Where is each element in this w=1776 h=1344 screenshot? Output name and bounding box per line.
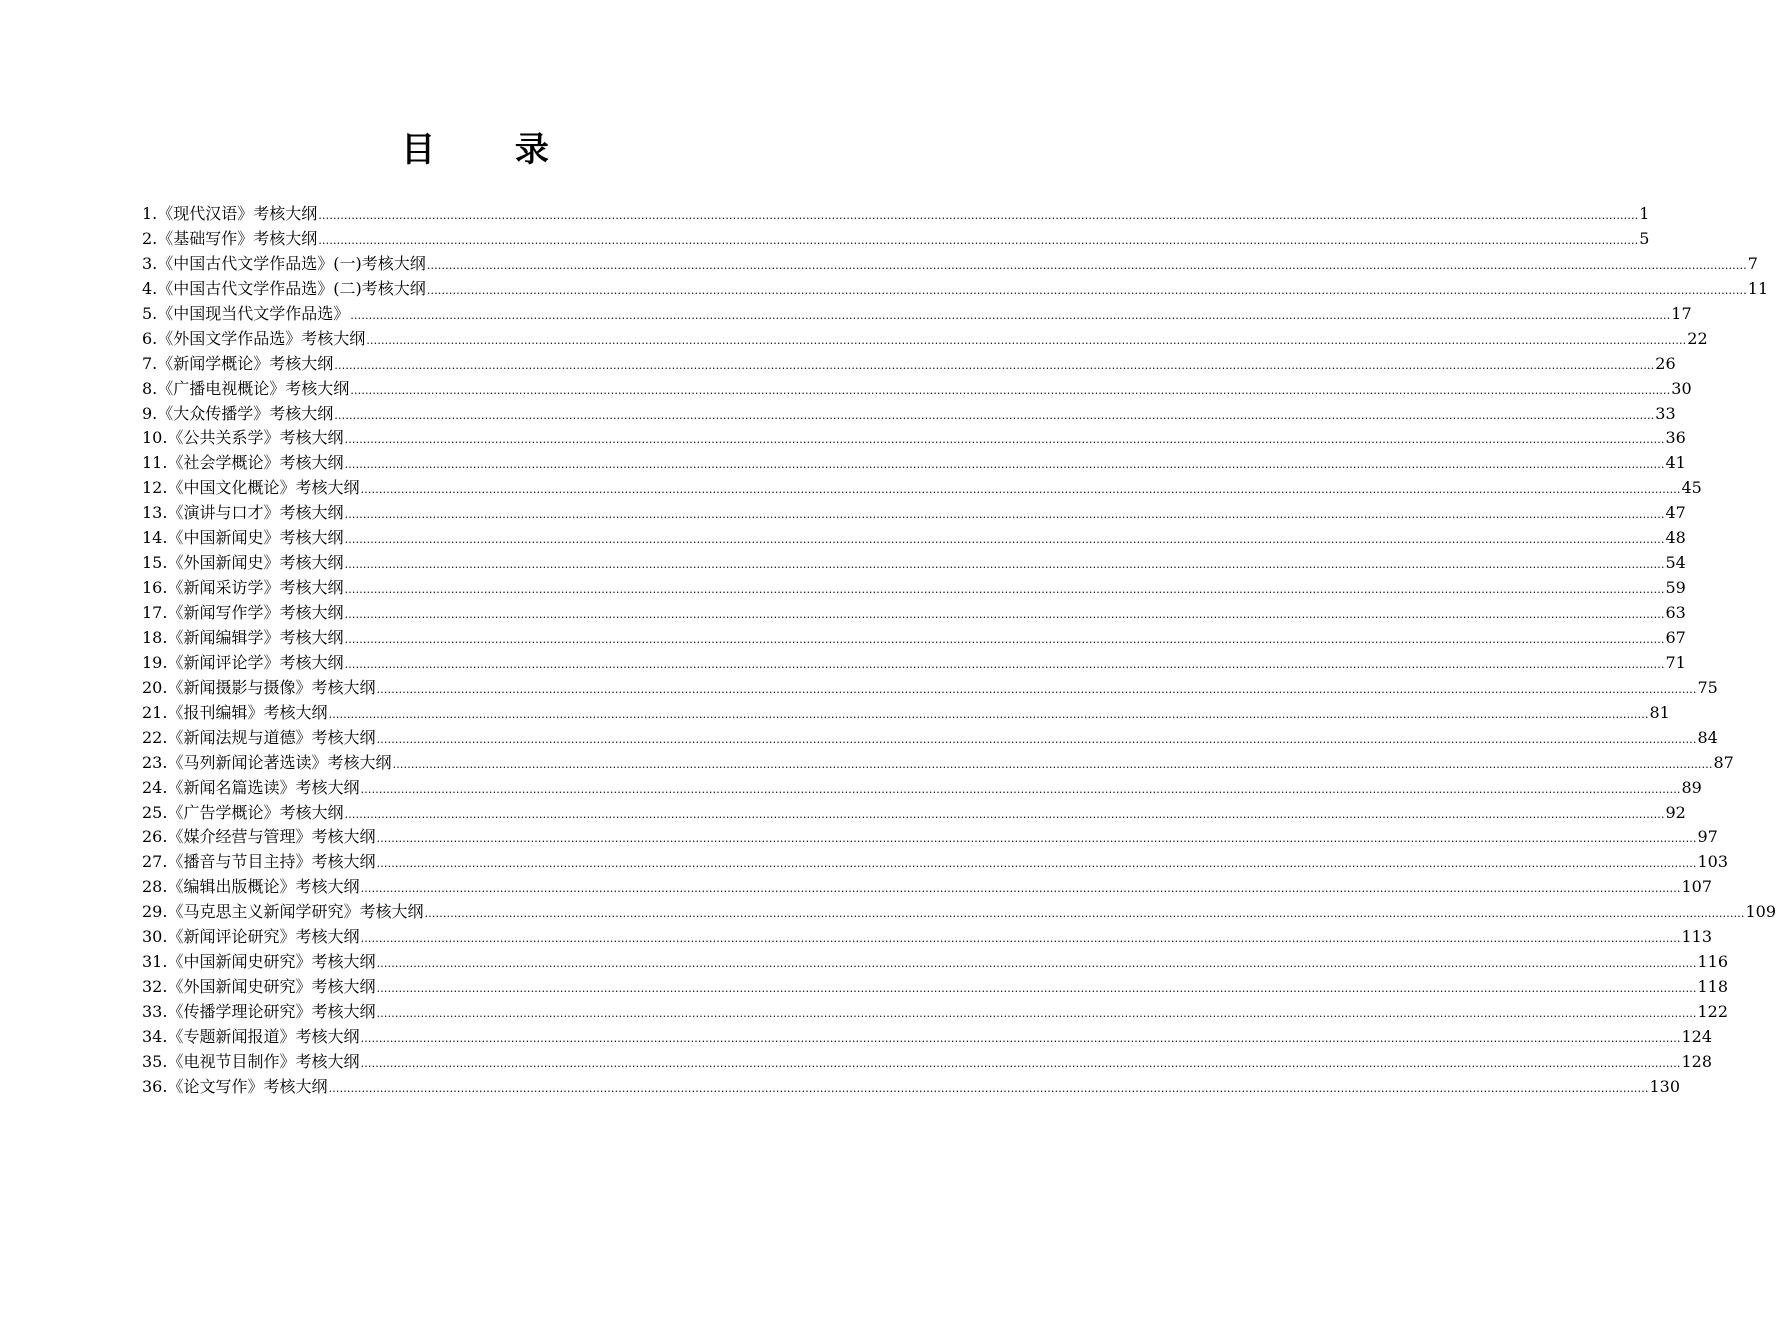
toc-entry[interactable] <box>142 551 1686 576</box>
toc-entry[interactable] <box>142 526 1686 551</box>
toc-entry-number: 7. <box>142 353 158 373</box>
toc-dot-leader: ……………………………………………………………………………………………………………………………………………………………………………………………………………………………………………………………………………………………………………………………… <box>376 857 1697 871</box>
toc-entry-title: 《播音与节目主持》考核大纲 <box>167 852 376 872</box>
toc-entry-page-number: 128 <box>1681 1051 1713 1071</box>
toc-dot-leader: ……………………………………………………………………………………………………………………………………………………………………………………………………………………………………………………………………………………………………………………………… <box>334 358 1655 372</box>
toc-dot-leader: ……………………………………………………………………………………………………………………………………………………………………………………………………………………………………………………………………………………………………………………………… <box>328 1081 1649 1095</box>
toc-dot-leader: ……………………………………………………………………………………………………………………………………………………………………………………………………………………………………………………………………………………………………………………………… <box>344 657 1665 671</box>
toc-entry-page-number: 92 <box>1665 802 1686 822</box>
toc-entry-title: 《编辑出版概论》考核大纲 <box>167 877 360 897</box>
toc-dot-leader: ……………………………………………………………………………………………………………………………………………………………………………………………………………………………………………………………………………………………………………………………… <box>318 233 1639 247</box>
toc-entry[interactable] <box>142 476 1702 501</box>
toc-dot-leader: ……………………………………………………………………………………………………………………………………………………………………………………………………………………………………………………………………………………………………………………………… <box>344 632 1665 646</box>
toc-entry-number: 24. <box>142 777 168 797</box>
toc-entry-title: 《外国文学作品选》考核大纲 <box>157 328 366 348</box>
toc-entry[interactable] <box>142 875 1713 900</box>
toc-entry-title: 《演讲与口才》考核大纲 <box>167 503 344 523</box>
toc-entry-page-number: 107 <box>1681 877 1713 897</box>
toc-entry-title: 《外国新闻史》考核大纲 <box>167 553 344 573</box>
toc-dot-leader: ……………………………………………………………………………………………………………………………………………………………………………………………………………………………………………………………………………………………………………………………… <box>376 1007 1697 1020</box>
toc-entry[interactable] <box>142 651 1686 676</box>
toc-entry-page-number: 130 <box>1649 1076 1681 1096</box>
toc-entry-title: 《新闻法规与道德》考核大纲 <box>167 727 376 747</box>
toc-entry-page-number: 81 <box>1649 702 1670 722</box>
toc-entry-page-number: 41 <box>1665 453 1686 473</box>
toc-entry-number: 31. <box>142 952 168 972</box>
toc-entry[interactable] <box>142 925 1713 950</box>
toc-dot-leader: ……………………………………………………………………………………………………………………………………………………………………………………………………………………………………………………………………………………………………………………………… <box>344 583 1665 597</box>
toc-entry-page-number: 1 <box>1639 204 1650 223</box>
toc-entry-number: 16. <box>142 578 168 598</box>
toc-entry-title: 《中国古代文学作品选》(一)考核大纲 <box>157 253 426 273</box>
toc-entry-number: 30. <box>142 927 168 947</box>
toc-entry-page-number: 97 <box>1697 827 1718 847</box>
toc-entry-title: 《广播电视概论》考核大纲 <box>157 378 350 398</box>
toc-entry-title: 《中国新闻史》考核大纲 <box>167 528 344 548</box>
toc-entry-number: 14. <box>142 528 168 548</box>
toc-entry-title: 《新闻评论研究》考核大纲 <box>167 927 360 947</box>
toc-entry-page-number: 124 <box>1681 1026 1713 1046</box>
toc-entry-page-number: 113 <box>1681 927 1713 947</box>
toc-dot-leader: ……………………………………………………………………………………………………………………………………………………………………………………………………………………………………………………………………………………………………………………………… <box>360 932 1681 946</box>
toc-entry[interactable] <box>142 1075 1681 1100</box>
toc-entry-number: 11. <box>142 453 168 473</box>
toc-entry[interactable] <box>142 1000 1729 1025</box>
toc-entry-page-number: 30 <box>1671 378 1692 398</box>
toc-entry-number: 15. <box>142 553 168 573</box>
toc-entry[interactable] <box>142 701 1670 726</box>
toc-entry-title: 《新闻编辑学》考核大纲 <box>167 627 344 647</box>
toc-dot-leader: ……………………………………………………………………………………………………………………………………………………………………………………………………………………………………………………………………………………………………………………………… <box>376 682 1697 696</box>
toc-entry[interactable] <box>142 227 1650 252</box>
toc-entry[interactable] <box>142 1025 1713 1050</box>
toc-entry[interactable] <box>142 626 1686 651</box>
toc-entry[interactable] <box>142 825 1718 850</box>
toc-dot-leader: ……………………………………………………………………………………………………………………………………………………………………………………………………………………………………………………………………………………………………………………………… <box>344 558 1665 572</box>
toc-entry[interactable] <box>142 302 1692 327</box>
toc-entry-number: 29. <box>142 902 168 922</box>
toc-dot-leader: ……………………………………………………………………………………………………………………………………………………………………………………………………………………………………………………………………………………………………………………………… <box>360 1031 1681 1045</box>
toc-dot-leader: ……………………………………………………………………………………………………………………………………………………………………………………………………………………………………………………………………………………………………………………………… <box>350 383 1671 397</box>
toc-entry-number: 4. <box>142 278 158 298</box>
toc-entry-title: 《新闻采访学》考核大纲 <box>167 578 344 598</box>
toc-entry[interactable] <box>142 776 1702 801</box>
toc-entry-number: 1. <box>142 204 158 223</box>
toc-dot-leader: ……………………………………………………………………………………………………………………………………………………………………………………………………………………………………………………………………………………………………………………………… <box>376 732 1697 746</box>
toc-entry-page-number: 67 <box>1665 627 1686 647</box>
toc-dot-leader: ……………………………………………………………………………………………………………………………………………………………………………………………………………………………………………………………………………………………………………………………… <box>376 832 1697 846</box>
toc-entry-number: 9. <box>142 403 158 423</box>
toc-entry-title: 《马列新闻论著选读》考核大纲 <box>167 752 392 772</box>
toc-entry[interactable] <box>142 327 1708 352</box>
toc-entry-title: 《媒介经营与管理》考核大纲 <box>167 827 376 847</box>
toc-entry-page-number: 54 <box>1665 553 1686 573</box>
toc-dot-leader: ……………………………………………………………………………………………………………………………………………………………………………………………………………………………………………………………………………………………………………………………… <box>426 258 1747 272</box>
toc-entry[interactable] <box>142 1050 1713 1075</box>
toc-entry[interactable] <box>142 950 1729 975</box>
toc-entry[interactable] <box>142 801 1686 826</box>
toc-entry-page-number: 47 <box>1665 503 1686 523</box>
toc-dot-leader: ……………………………………………………………………………………………………………………………………………………………………………………………………………………………………………………………………………………………………………………………… <box>344 508 1665 522</box>
toc-entry-page-number: 17 <box>1671 303 1692 323</box>
toc-entry[interactable] <box>142 900 1776 925</box>
toc-dot-leader: ……………………………………………………………………………………………………………………………………………………………………………………………………………………………………………………………………………………………………………………………… <box>344 533 1665 547</box>
toc-entry-number: 8. <box>142 378 158 398</box>
page-title: 目 录 <box>401 130 583 170</box>
toc-dot-leader: ……………………………………………………………………………………………………………………………………………………………………………………………………………………………………………………………………………………………………………………………… <box>424 907 1745 921</box>
toc-entry-number: 36. <box>142 1076 168 1096</box>
toc-entry-title: 《社会学概论》考核大纲 <box>167 453 344 473</box>
toc-entry-number: 25. <box>142 802 168 822</box>
toc-entry-title: 《公共关系学》考核大纲 <box>167 428 344 448</box>
toc-entry-number: 13. <box>142 503 168 523</box>
toc-entry[interactable] <box>142 377 1692 402</box>
toc-entry-page-number: 116 <box>1697 952 1729 972</box>
toc-entry[interactable] <box>142 426 1686 451</box>
toc-dot-leader: ……………………………………………………………………………………………………………………………………………………………………………………………………………………………………………………………………………………………………………………………… <box>318 209 1639 222</box>
toc-entry[interactable] <box>142 676 1718 701</box>
toc-entry-page-number: 118 <box>1697 977 1729 997</box>
toc-entry[interactable] <box>142 277 1769 302</box>
toc-entry-title: 《新闻学概论》考核大纲 <box>157 353 334 373</box>
toc-entry-page-number: 71 <box>1665 652 1686 672</box>
toc-entry-title: 《外国新闻史研究》考核大纲 <box>167 977 376 997</box>
toc-dot-leader: ……………………………………………………………………………………………………………………………………………………………………………………………………………………………………………………………………………………………………………………………… <box>350 308 1671 322</box>
toc-entry-number: 10. <box>142 428 168 448</box>
toc-entry-title: 《传播学理论研究》考核大纲 <box>167 1002 376 1021</box>
toc-entry-number: 6. <box>142 328 158 348</box>
toc-entry-title: 《专题新闻报道》考核大纲 <box>167 1026 360 1046</box>
toc-dot-leader: ……………………………………………………………………………………………………………………………………………………………………………………………………………………………………………………………………………………………………………………………… <box>360 782 1681 796</box>
toc-entry-page-number: 5 <box>1639 228 1650 248</box>
toc-entry-number: 5. <box>142 303 158 323</box>
toc-entry-title: 《论文写作》考核大纲 <box>167 1076 328 1096</box>
toc-entry-title: 《新闻评论学》考核大纲 <box>167 652 344 672</box>
toc-dot-leader: ……………………………………………………………………………………………………………………………………………………………………………………………………………………………………………………………………………………………………………………………… <box>360 483 1681 497</box>
toc-entry-title: 《广告学概论》考核大纲 <box>167 802 344 822</box>
toc-entry-title: 《电视节目制作》考核大纲 <box>167 1051 360 1071</box>
toc-entry-number: 34. <box>142 1026 168 1046</box>
toc-entry-number: 32. <box>142 977 168 997</box>
toc-entry-number: 18. <box>142 627 168 647</box>
toc-entry-number: 22. <box>142 727 168 747</box>
table-of-contents <box>142 202 1776 1100</box>
toc-entry-number: 20. <box>142 677 168 697</box>
toc-entry[interactable] <box>142 751 1734 776</box>
toc-entry[interactable] <box>142 352 1676 377</box>
toc-entry[interactable] <box>142 850 1729 875</box>
toc-entry-title: 《中国古代文学作品选》(二)考核大纲 <box>157 278 426 298</box>
toc-entry-number: 2. <box>142 228 158 248</box>
toc-entry-number: 28. <box>142 877 168 897</box>
toc-entry-number: 23. <box>142 752 168 772</box>
toc-entry-page-number: 59 <box>1665 578 1686 598</box>
toc-entry-number: 21. <box>142 702 168 722</box>
toc-dot-leader: ……………………………………………………………………………………………………………………………………………………………………………………………………………………………………………………………………………………………………………………………… <box>344 458 1665 472</box>
toc-dot-leader: ……………………………………………………………………………………………………………………………………………………………………………………………………………………………………………………………………………………………………………………………… <box>376 982 1697 996</box>
toc-entry-number: 27. <box>142 852 168 872</box>
toc-entry[interactable] <box>142 576 1686 601</box>
toc-dot-leader: ……………………………………………………………………………………………………………………………………………………………………………………………………………………………………………………………………………………………………………………………… <box>426 283 1747 297</box>
toc-entry-page-number: 109 <box>1745 902 1776 922</box>
toc-entry[interactable] <box>142 601 1686 626</box>
toc-entry-page-number: 89 <box>1681 777 1702 797</box>
toc-entry-page-number: 36 <box>1665 428 1686 448</box>
toc-entry-page-number: 87 <box>1713 752 1734 772</box>
toc-dot-leader: ……………………………………………………………………………………………………………………………………………………………………………………………………………………………………………………………………………………………………………………………… <box>344 608 1665 621</box>
toc-entry-title: 《大众传播学》考核大纲 <box>157 403 334 423</box>
toc-entry-page-number: 63 <box>1665 603 1686 622</box>
toc-entry-page-number: 75 <box>1697 677 1718 697</box>
toc-entry-title: 《新闻摄影与摄像》考核大纲 <box>167 677 376 697</box>
toc-entry-page-number: 45 <box>1681 478 1702 498</box>
toc-entry-title: 《新闻写作学》考核大纲 <box>167 603 344 622</box>
toc-entry[interactable] <box>142 501 1686 526</box>
toc-entry-number: 19. <box>142 652 168 672</box>
toc-dot-leader: ……………………………………………………………………………………………………………………………………………………………………………………………………………………………………………………………………………………………………………………………… <box>360 882 1681 896</box>
toc-entry[interactable] <box>142 975 1729 1000</box>
toc-entry-number: 33. <box>142 1002 168 1021</box>
toc-entry-number: 12. <box>142 478 168 498</box>
toc-dot-leader: ……………………………………………………………………………………………………………………………………………………………………………………………………………………………………………………………………………………………………………………………… <box>360 1056 1681 1070</box>
toc-dot-leader: ……………………………………………………………………………………………………………………………………………………………………………………………………………………………………………………………………………………………………………………………… <box>376 957 1697 971</box>
toc-entry-page-number: 11 <box>1747 278 1769 298</box>
toc-entry-page-number: 84 <box>1697 727 1718 747</box>
toc-entry-number: 35. <box>142 1051 168 1071</box>
toc-dot-leader: ……………………………………………………………………………………………………………………………………………………………………………………………………………………………………………………………………………………………………………………………… <box>392 757 1713 771</box>
toc-entry-page-number: 26 <box>1655 353 1676 373</box>
toc-entry[interactable] <box>142 252 1758 277</box>
toc-entry-page-number: 48 <box>1665 528 1686 548</box>
toc-dot-leader: ……………………………………………………………………………………………………………………………………………………………………………………………………………………………………………………………………………………………………………………………… <box>334 408 1655 422</box>
toc-entry[interactable] <box>142 402 1676 427</box>
toc-entry-title: 《中国文化概论》考核大纲 <box>167 478 360 498</box>
toc-dot-leader: ……………………………………………………………………………………………………………………………………………………………………………………………………………………………………………………………………………………………………………………………… <box>366 333 1687 347</box>
toc-entry-page-number: 103 <box>1697 852 1729 872</box>
toc-dot-leader: ……………………………………………………………………………………………………………………………………………………………………………………………………………………………………………………………………………………………………………………………… <box>344 807 1665 821</box>
toc-entry-title: 《现代汉语》考核大纲 <box>157 204 318 223</box>
toc-entry-number: 3. <box>142 253 158 273</box>
toc-dot-leader: ……………………………………………………………………………………………………………………………………………………………………………………………………………………………………………………………………………………………………………………………… <box>328 707 1649 721</box>
toc-entry-title: 《中国新闻史研究》考核大纲 <box>167 952 376 972</box>
toc-entry-number: 26. <box>142 827 168 847</box>
toc-entry[interactable] <box>142 202 1650 227</box>
toc-entry-title: 《新闻名篇选读》考核大纲 <box>167 777 360 797</box>
toc-dot-leader: ……………………………………………………………………………………………………………………………………………………………………………………………………………………………………………………………………………………………………………………………… <box>344 433 1665 447</box>
toc-entry-title: 《马克思主义新闻学研究》考核大纲 <box>167 902 424 922</box>
toc-entry-page-number: 22 <box>1687 328 1708 348</box>
toc-entry[interactable] <box>142 726 1718 751</box>
toc-entry-title: 《基础写作》考核大纲 <box>157 228 318 248</box>
toc-entry-title: 《报刊编辑》考核大纲 <box>167 702 328 722</box>
toc-entry-number: 17. <box>142 603 168 622</box>
toc-entry-page-number: 122 <box>1697 1002 1729 1021</box>
toc-entry-page-number: 33 <box>1655 403 1676 423</box>
toc-entry-page-number: 7 <box>1747 253 1758 273</box>
toc-entry[interactable] <box>142 451 1686 476</box>
toc-entry-title: 《中国现当代文学作品选》 <box>157 303 350 323</box>
